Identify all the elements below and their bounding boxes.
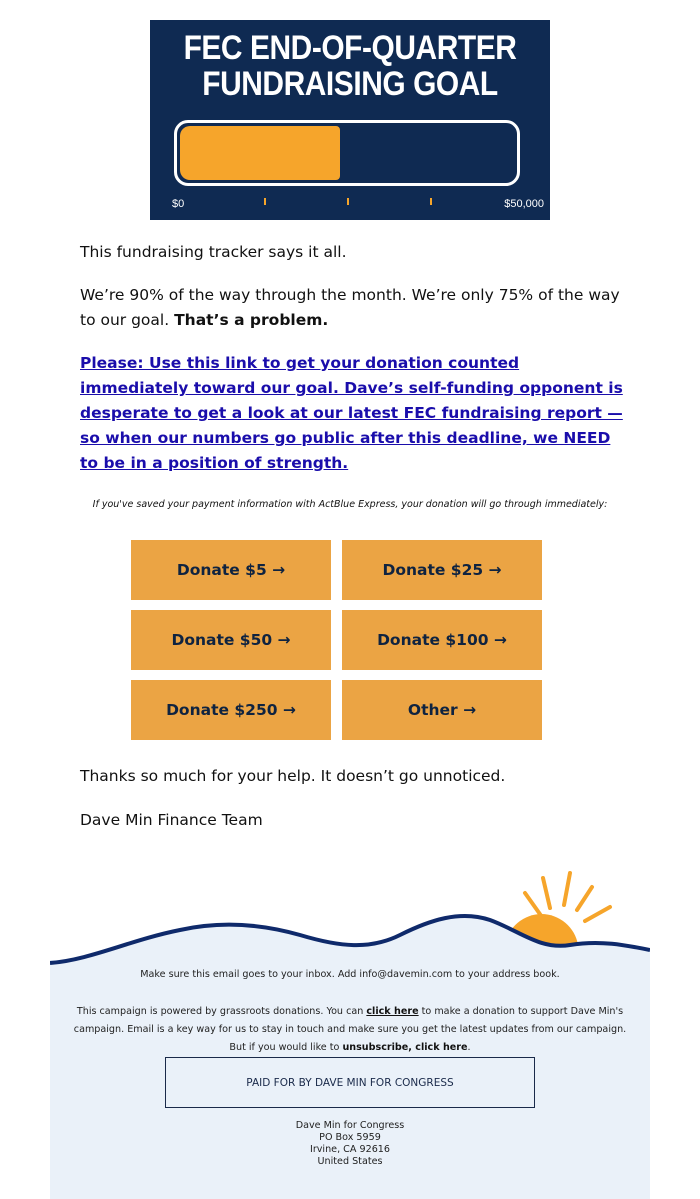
wave-sun-illustration — [50, 865, 650, 975]
banner-title — [174, 30, 526, 102]
meter-tick — [430, 198, 432, 205]
donate-other-button[interactable]: Other → — [342, 680, 542, 740]
signature-text: Dave Min Finance Team — [80, 811, 263, 829]
actblue-express-note: If you've saved your payment information with ActBlue Express, your donation will go through immediately: — [92, 499, 608, 510]
paid-for-disclaimer: PAID FOR BY DAVE MIN FOR CONGRESS — [165, 1057, 535, 1108]
stat-text: We’re 90% of the way through the month. We’re only 75% of the way to our goal. — [80, 286, 620, 329]
banner-title-line2: FUNDRAISING GOAL — [202, 65, 498, 103]
donation-link[interactable]: Please: Use this link to get your donation counted immediately toward our goal. Dave’s self-funding opponent is desperate to get a look at our latest FEC fundraising report — so when our numbers go public after this deadline, we NEED to be in a position of strength. — [80, 354, 623, 472]
unsubscribe-link[interactable]: unsubscribe, click here — [342, 1042, 468, 1053]
donate-250-button[interactable]: Donate $250 → — [131, 680, 331, 740]
cta-paragraph — [80, 351, 625, 476]
donate-100-button[interactable]: Donate $100 → — [342, 610, 542, 670]
address-country: United States — [317, 1156, 383, 1167]
inbox-note: Make sure this email goes to your inbox. Add info@davemin.com to your address book. — [140, 969, 560, 980]
donate-50-button[interactable]: Donate $50 → — [131, 610, 331, 670]
grassroots-text: This campaign is powered by grassroots donations. You can — [76, 1006, 367, 1017]
grassroots-text: to make a donation to support Dave Min's campaign. Email is a key way for us to stay in touch and make sure you get the latest updates from our campaign. But if you would like to — [73, 1006, 627, 1053]
mailing-address — [200, 1120, 500, 1168]
donate-click-here-link[interactable]: click here — [366, 1006, 419, 1017]
meter-max-label: $50,000 — [504, 198, 544, 210]
banner-title-line1: FEC END-OF-QUARTER — [183, 29, 517, 67]
meter-tick — [347, 198, 349, 205]
thanks-text: Thanks so much for your help. It doesn’t go unnoticed. — [80, 767, 506, 785]
address-name: Dave Min for Congress — [295, 1120, 405, 1131]
grassroots-paragraph — [70, 1003, 630, 1057]
donate-25-button[interactable]: Donate $25 → — [342, 540, 542, 600]
progress-meter-fill — [180, 126, 340, 180]
address-street: PO Box 5959 — [319, 1132, 381, 1143]
address-city: Irvine, CA 92616 — [309, 1144, 391, 1155]
stat-emphasis: That’s a problem. — [174, 311, 329, 329]
fundraising-goal-banner — [150, 20, 550, 220]
sun-rays-icon — [525, 873, 610, 921]
meter-tick — [264, 198, 266, 205]
intro-text: This fundraising tracker says it all. — [80, 243, 347, 261]
progress-meter — [174, 120, 520, 186]
stat-paragraph — [80, 283, 625, 333]
grassroots-text: . — [467, 1042, 471, 1053]
donate-5-button[interactable]: Donate $5 → — [131, 540, 331, 600]
meter-min-label: $0 — [172, 198, 185, 210]
